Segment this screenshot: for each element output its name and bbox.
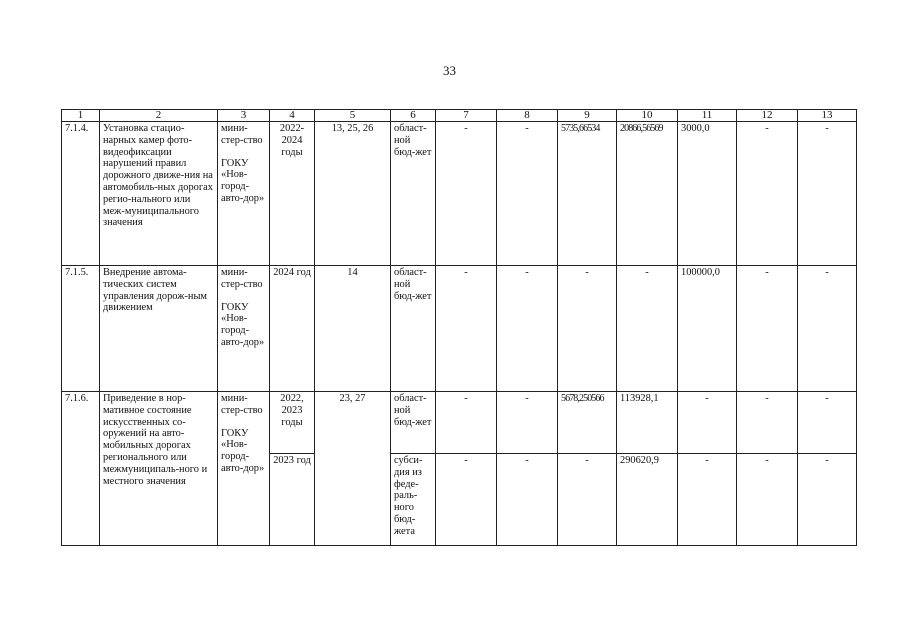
executor-ministry: мини-стер-ство [221, 123, 263, 146]
activity-number: 7.1.6. [62, 392, 100, 546]
amount-cell: - [436, 392, 497, 454]
executor-goku: ГОКУ «Нов-город-авто-дор» [221, 301, 265, 348]
amount-cell: - [558, 266, 617, 392]
amount-cell: 5678,250566 [558, 392, 617, 454]
amount-cell: 20866,56569 [617, 122, 678, 266]
funding-source: област-ной бюд-жет [391, 122, 436, 266]
amount-cell: - [436, 454, 497, 546]
program-activities-table [61, 109, 857, 546]
column-header: 2 [100, 110, 218, 122]
amount-cell: - [737, 454, 798, 546]
amount-cell: - [678, 454, 737, 546]
column-header: 11 [678, 110, 737, 122]
table-row [62, 392, 857, 454]
amount-cell: 3000,0 [678, 122, 737, 266]
period-years: 2023 год [270, 454, 315, 546]
amount-cell: - [558, 454, 617, 546]
period-years: 2024 год [270, 266, 315, 392]
amount-cell: - [497, 454, 558, 546]
target-indicators: 23, 27 [315, 392, 391, 546]
activity-name: Внедрение автома-тических систем управления дорож-ным движением [100, 266, 218, 392]
column-header: 4 [270, 110, 315, 122]
target-indicators: 14 [315, 266, 391, 392]
column-number-header-row [62, 110, 857, 122]
funding-source: област-ной бюд-жет [391, 266, 436, 392]
column-header: 10 [617, 110, 678, 122]
amount-cell: 113928,1 [617, 392, 678, 454]
executor-goku: ГОКУ «Нов-город-авто-дор» [221, 427, 265, 474]
amount-cell: - [436, 266, 497, 392]
amount-cell: 5735,66534 [558, 122, 617, 266]
amount-cell: - [436, 122, 497, 266]
amount-cell: - [617, 266, 678, 392]
column-header: 13 [798, 110, 857, 122]
table-row [62, 266, 857, 392]
amount-cell: - [798, 392, 857, 454]
executor-ministry: мини-стер-ство [221, 267, 263, 290]
amount-cell: - [497, 266, 558, 392]
column-header: 7 [436, 110, 497, 122]
amount-cell: - [737, 266, 798, 392]
activity-name: Установка стацио-нарных камер фото-видеофиксации нарушений правил дорожного движе-ния на автомобиль-ных дорогах регио-нального или меж-муниципального значения [100, 122, 218, 266]
amount-cell: - [798, 454, 857, 546]
activity-number: 7.1.4. [62, 122, 100, 266]
target-indicators: 13, 25, 26 [315, 122, 391, 266]
table-row [62, 122, 857, 266]
column-header: 6 [391, 110, 436, 122]
column-header: 9 [558, 110, 617, 122]
activity-name: Приведение в нор-мативное состояние искусственных со-оружений на авто-мобильных дорогах регионального или межмуниципаль-ного и местного значения [100, 392, 218, 546]
amount-cell: 290620,9 [617, 454, 678, 546]
period-years: 2022, 2023 годы [270, 392, 315, 454]
executor-ministry: мини-стер-ство [221, 393, 263, 416]
executor-cell [218, 392, 270, 546]
amount-cell: - [798, 122, 857, 266]
amount-cell: - [737, 392, 798, 454]
column-header: 12 [737, 110, 798, 122]
activity-number: 7.1.5. [62, 266, 100, 392]
column-header: 5 [315, 110, 391, 122]
executor-cell [218, 122, 270, 266]
amount-cell: - [798, 266, 857, 392]
page-number: 33 [443, 63, 456, 78]
executor-cell [218, 266, 270, 392]
amount-cell: - [737, 122, 798, 266]
column-header: 3 [218, 110, 270, 122]
column-header: 8 [497, 110, 558, 122]
amount-cell: - [678, 392, 737, 454]
column-header: 1 [62, 110, 100, 122]
funding-source: област-ной бюд-жет [391, 392, 436, 454]
amount-cell: - [497, 392, 558, 454]
amount-cell: - [497, 122, 558, 266]
executor-goku: ГОКУ «Нов-город-авто-дор» [221, 157, 265, 204]
amount-cell: 100000,0 [678, 266, 737, 392]
period-years: 2022-2024 годы [270, 122, 315, 266]
funding-source: субси-дия из феде-раль-ного бюд-жета [391, 454, 436, 546]
